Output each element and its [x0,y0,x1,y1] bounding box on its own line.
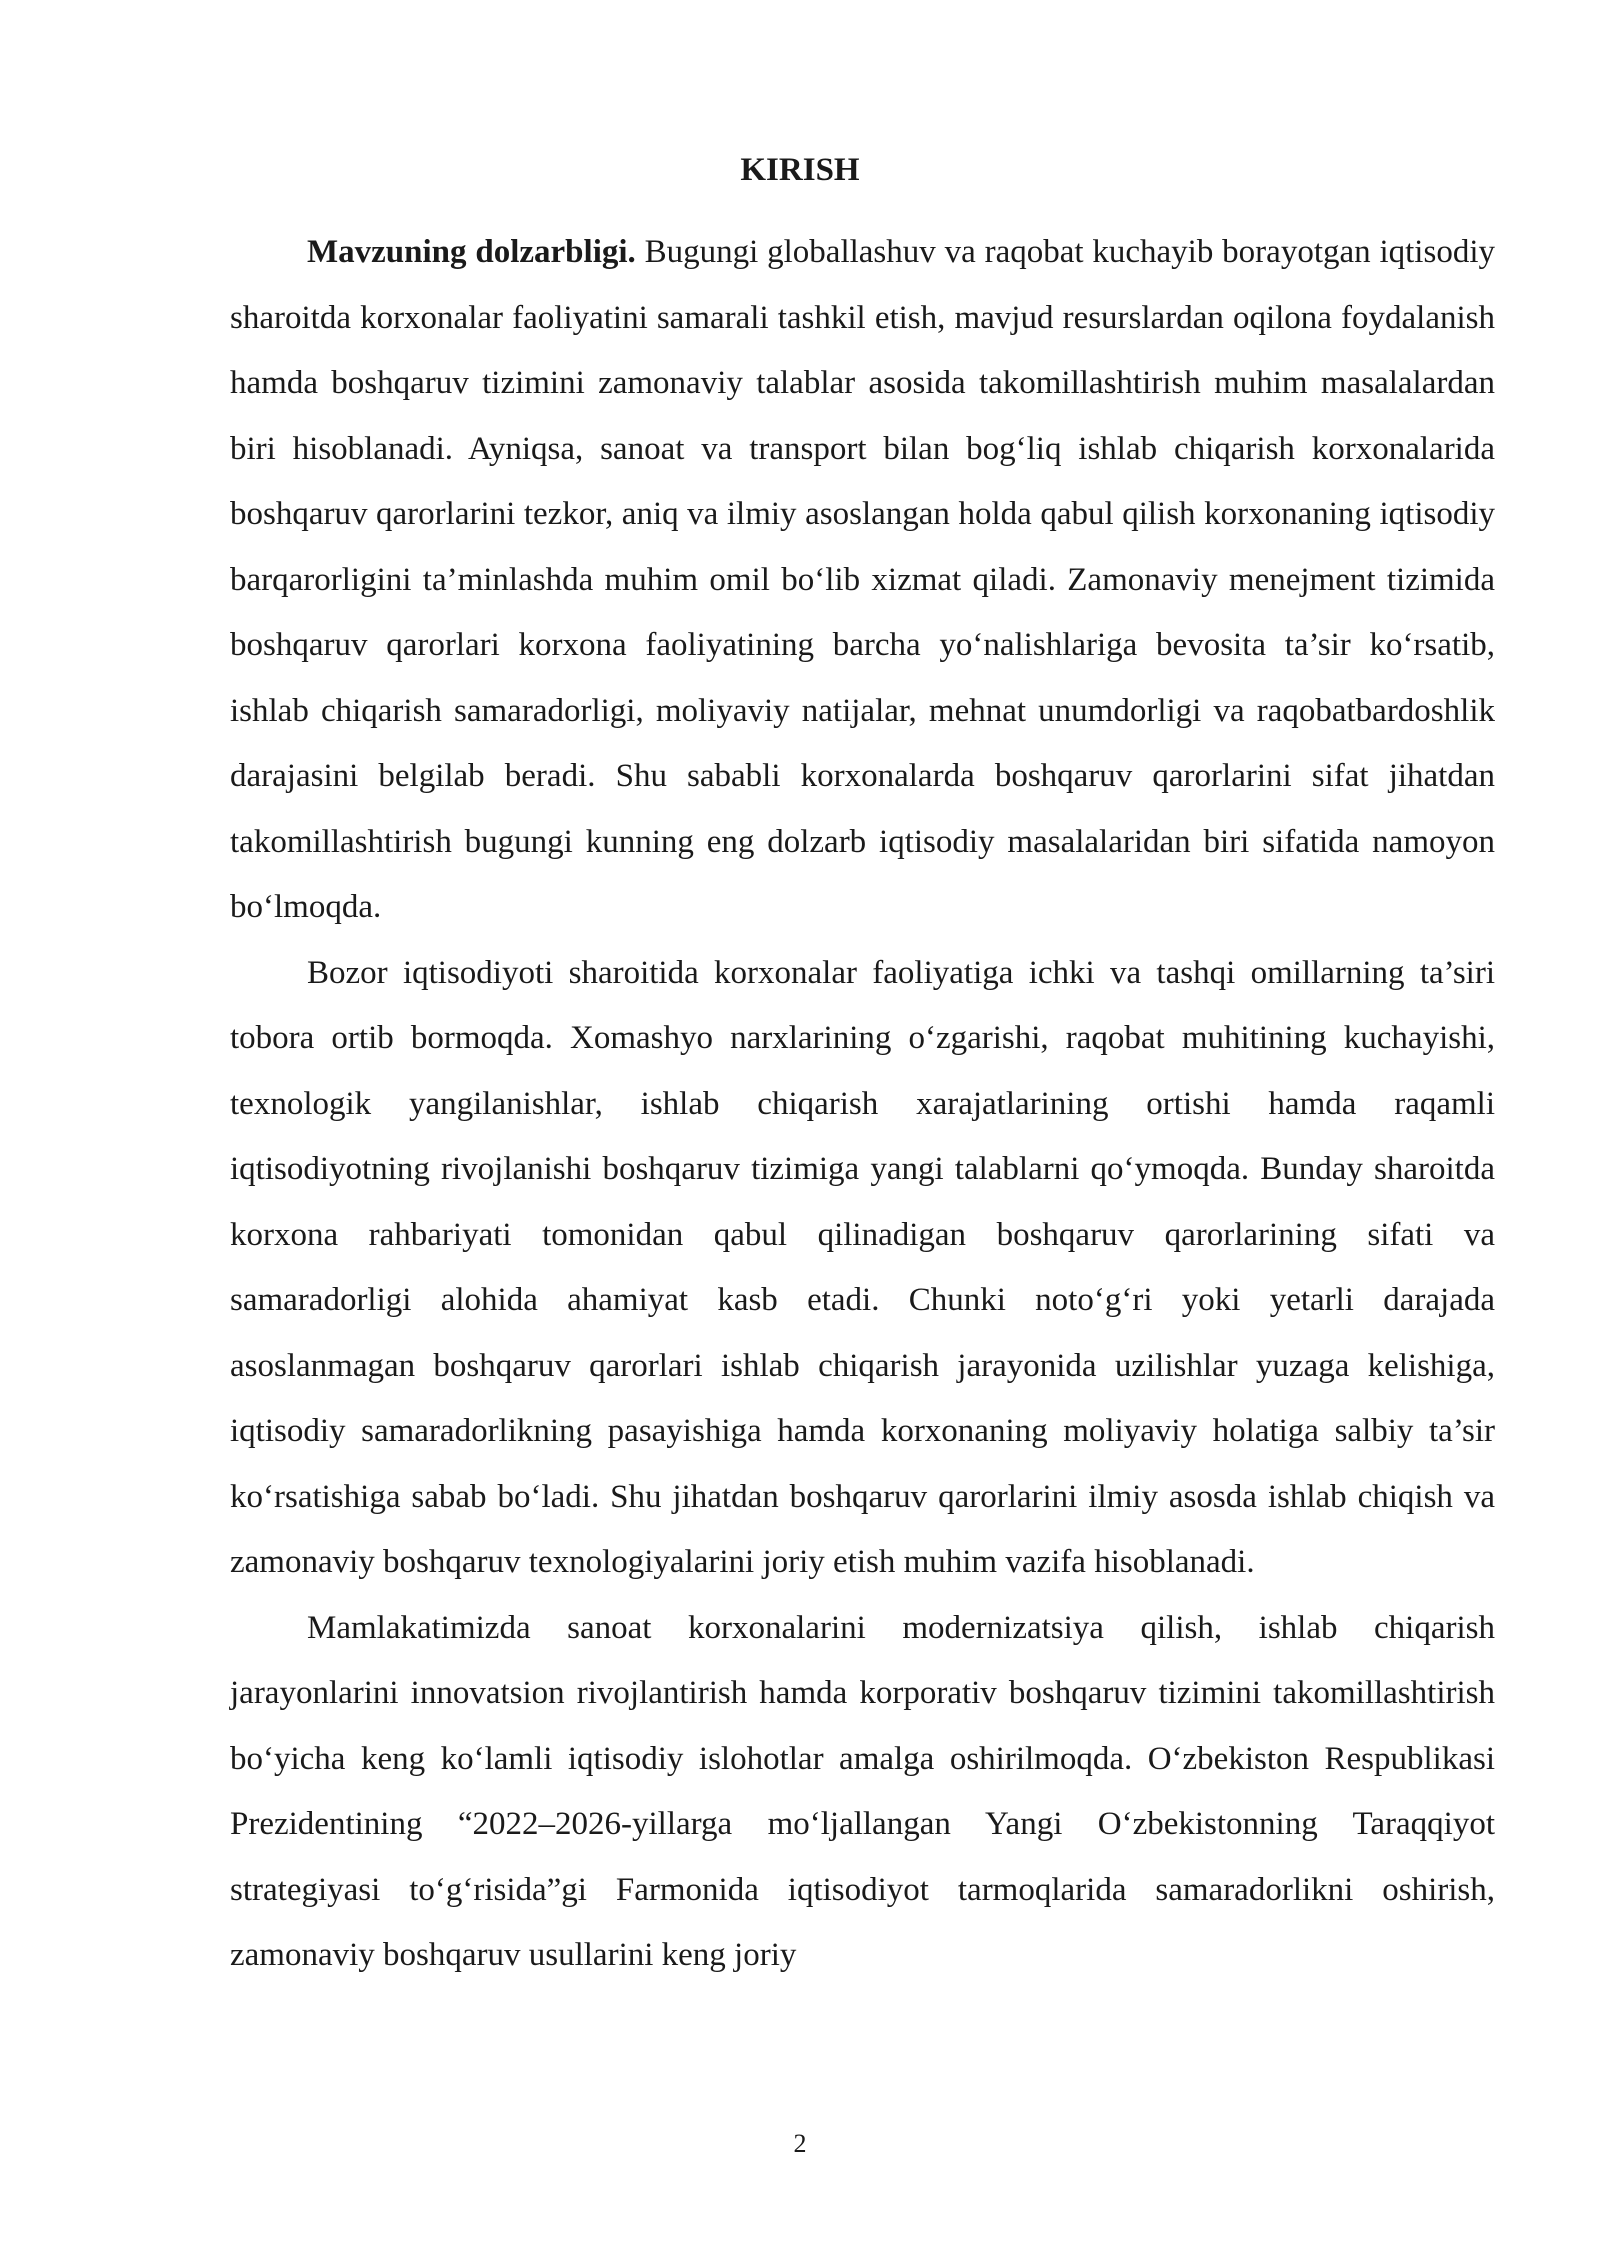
paragraph-reforms [230,1596,1495,1989]
paragraph-market-economy [230,941,1495,1596]
page-number: 2 [793,2129,807,2158]
paragraph-relevance [230,220,1495,941]
paragraph-text: Bozor iqtisodiyoti sharoitida korxonalar faoliyatiga ichki va tashqi omillarning ta’siri tobora ortib bormoqda. Xomashyo narxlarining o‘zgarishi, raqobat muhitining kuchayishi, texnologik yangilanishlar, ishlab chiqarish xarajatlarining ortishi hamda raqamli iqtisodiyotning rivojlanishi boshqaruv tizimiga yangi talablarni qo‘ymoqda. Bunday sharoitda korxona rahbariyati tomonidan qabul qilinadigan boshqaruv qarorlarining sifati va samaradorligi alohida ahamiyat kasb etadi. Chunki noto‘g‘ri yoki yetarli darajada asoslanmagan boshqaruv qarorlari ishlab chiqarish jarayonida uzilishlar yuzaga kelishiga, iqtisodiy samaradorlikning pasayishiga hamda korxonaning moliyaviy holatiga salbiy ta’sir ko‘rsatishiga sabab bo‘ladi. Shu jihatdan boshqaruv qarorlarini ilmiy asosda ishlab chiqish va zamonaviy boshqaruv texnologiyalarini joriy etish muhim vazifa hisoblanadi. [230,954,1495,1580]
section-heading: KIRISH [740,152,860,188]
body-text [230,220,1495,1989]
paragraph-text: Bugungi globallashuv va raqobat kuchayib borayotgan iqtisodiy sharoitda korxonalar faoliyatini samarali tashkil etish, mavjud resurslardan oqilona foydalanish hamda boshqaruv tizimini zamonaviy talablar asosida takomillashtirish muhim masalalardan biri hisoblanadi. Ayniqsa, sanoat va transport bilan bog‘liq ishlab chiqarish korxonalarida boshqaruv qarorlarini tezkor, aniq va ilmiy asoslangan holda qabul qilish korxonaning iqtisodiy barqarorligini ta’minlashda muhim omil bo‘lib xizmat qiladi. Zamonaviy menejment tizimida boshqaruv qarorlari korxona faoliyatining barcha yo‘nalishlariga bevosita ta’sir ko‘rsatib, ishlab chiqarish samaradorligi, moliyaviy natijalar, mehnat unumdorligi va raqobatbardoshlik darajasini belgilab beradi. Shu sababli korxonalarda boshqaruv qarorlarini sifat jihatdan takomillashtirish bugungi kunning eng dolzarb iqtisodiy masalalaridan biri sifatida namoyon bo‘lmoqda. [230,234,1495,925]
paragraph-text: Mamlakatimizda sanoat korxonalarini modernizatsiya qilish, ishlab chiqarish jarayonlarini innovatsion rivojlantirish hamda korporativ boshqaruv tizimini takomillashtirish bo‘yicha keng ko‘lamli iqtisodiy islohotlar amalga oshirilmoqda. O‘zbekiston Respublikasi Prezidentining “2022–2026-yillarga mo‘ljallangan Yangi O‘zbekistonning Taraqqiyot strategiyasi to‘g‘risida”gi Farmonida iqtisodiyot tarmoqlarida samaradorlikni oshirish, zamonaviy boshqaruv usullarini keng joriy [230,1609,1495,1973]
paragraph-lead-label: Mavzuning dolzarbligi. [307,234,636,270]
